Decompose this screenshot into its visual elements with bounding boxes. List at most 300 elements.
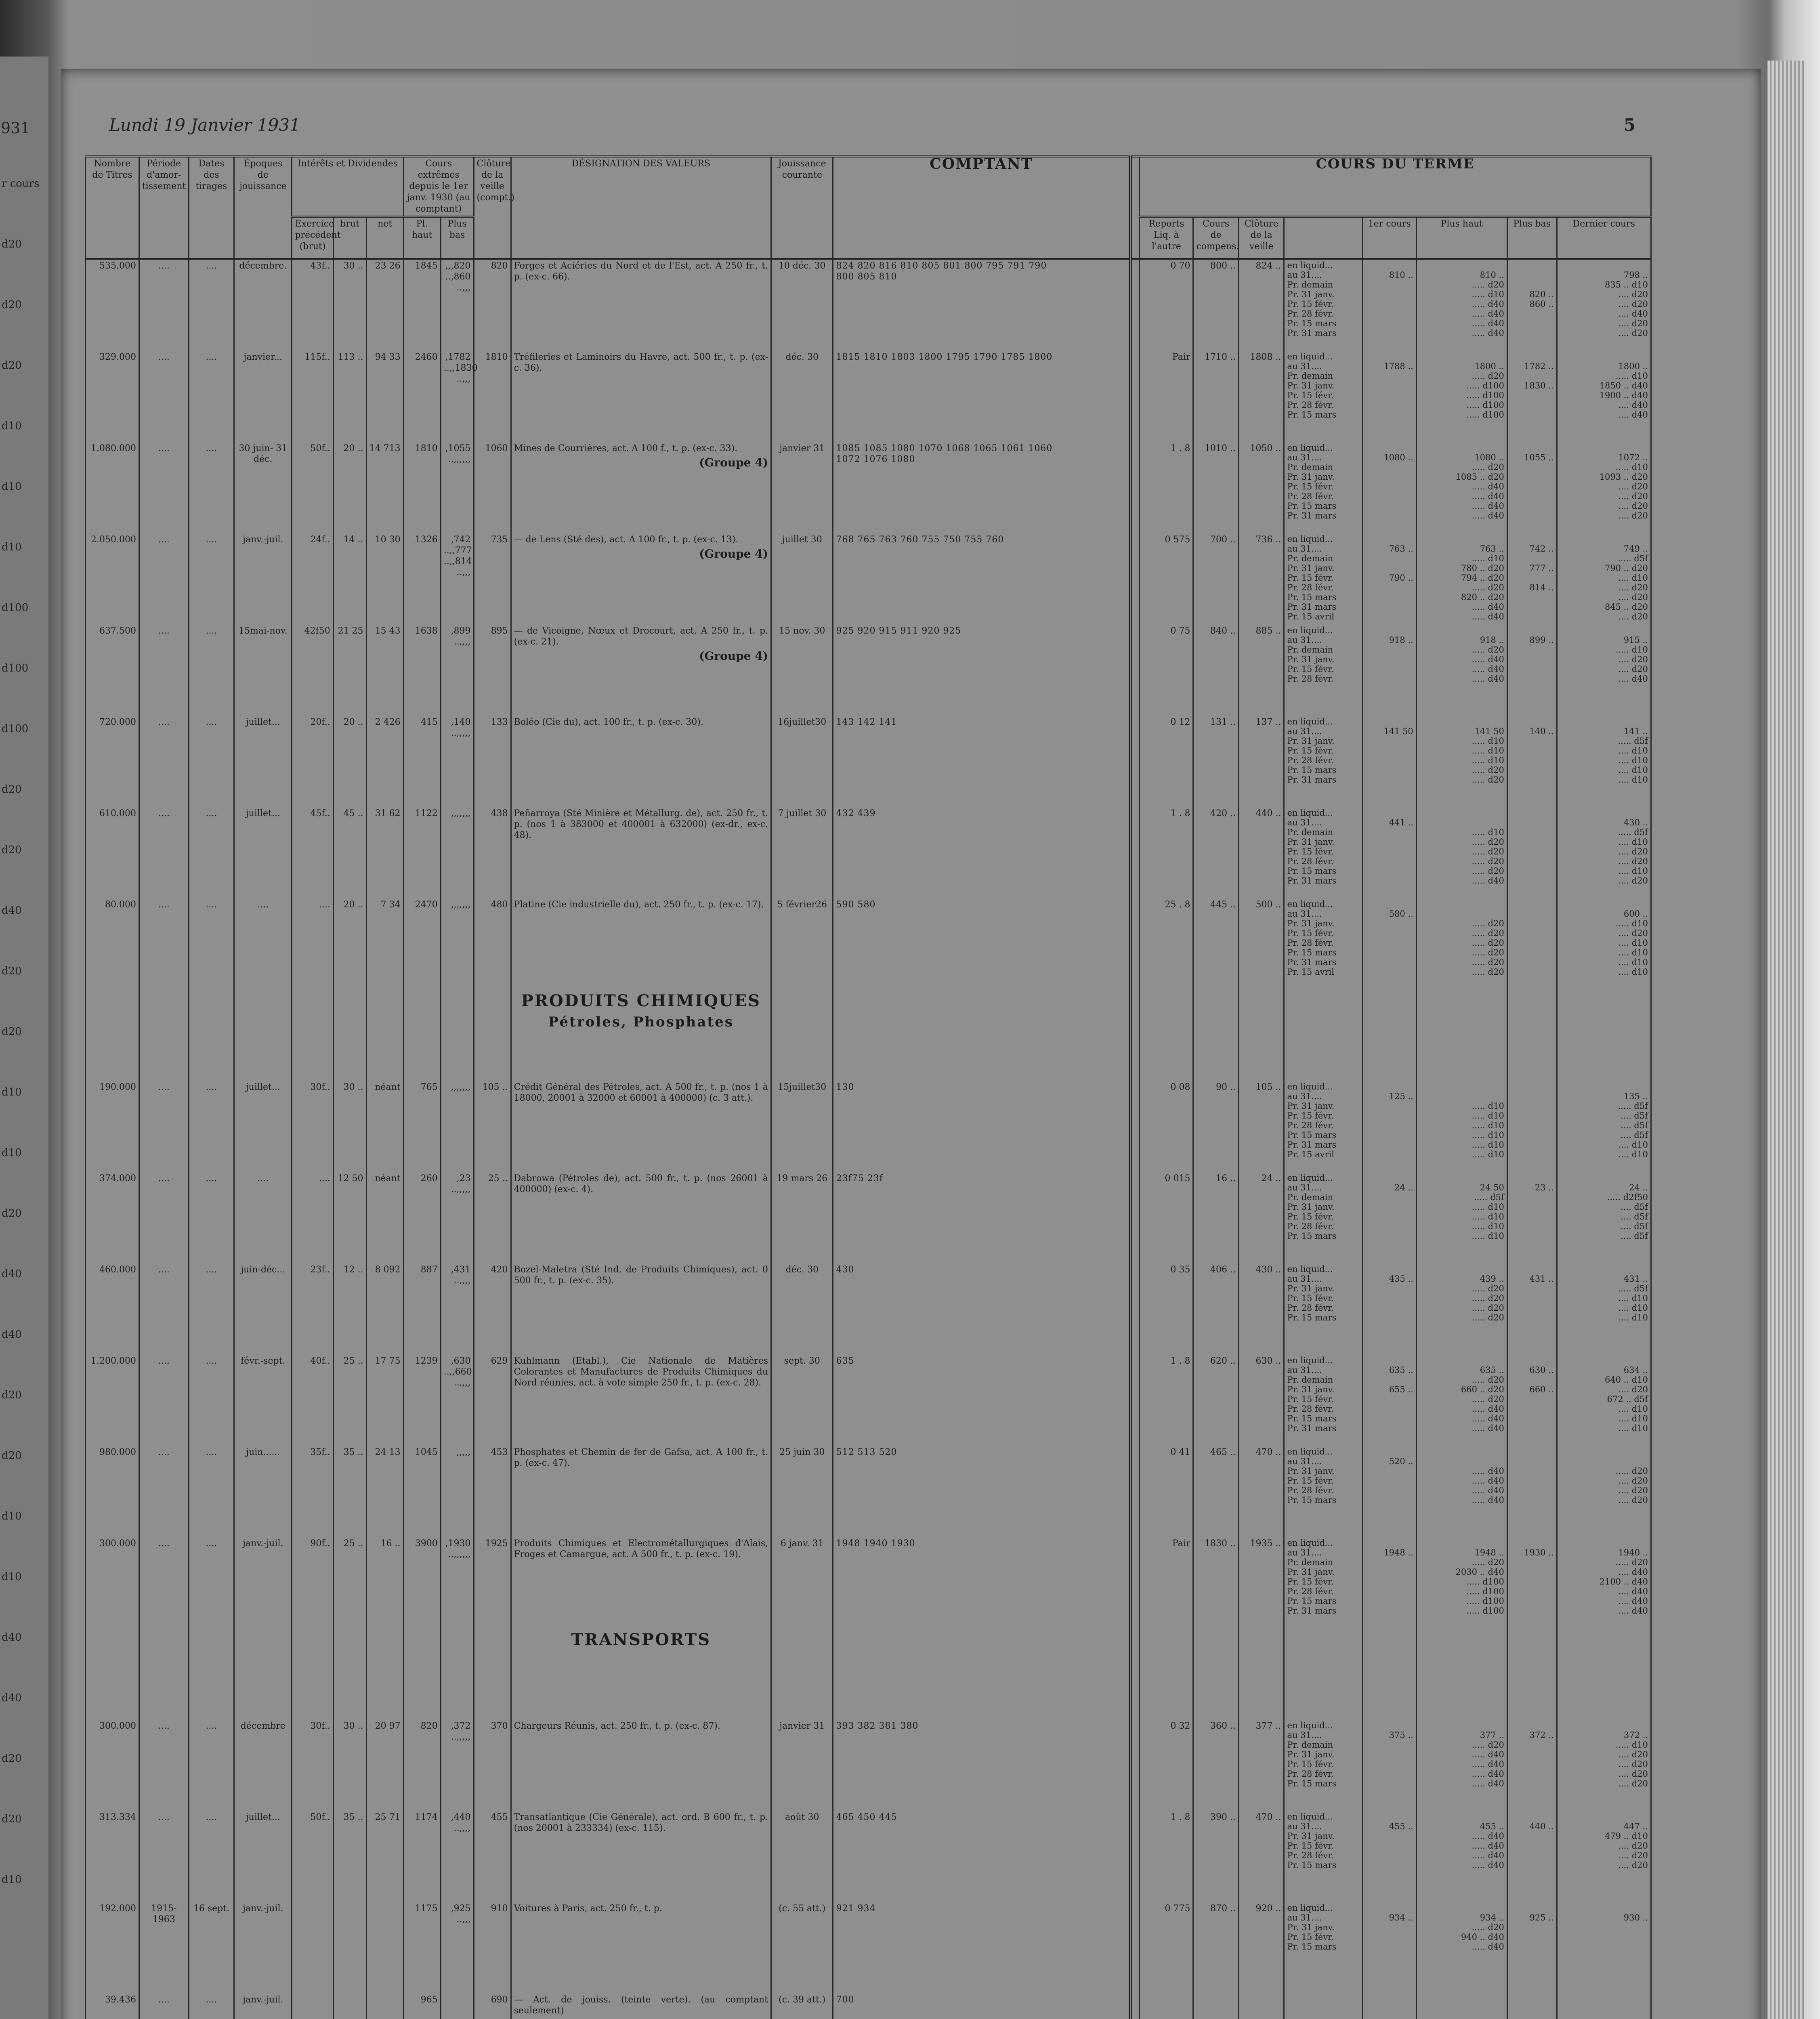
cell-comptant	[833, 442, 1131, 533]
cell-cloture-compt: 1060	[474, 442, 511, 533]
cell-echeances-value: Pr. 15 févr.	[1287, 664, 1334, 674]
cell-echeances-value: Pr. 15 mars	[1287, 592, 1337, 602]
cell-dernier-cours-value: 135 ..	[1623, 1091, 1648, 1101]
cell-premier-cours-value: 790 ..	[1389, 573, 1413, 583]
cell-plus-bas-value: 1830 ..	[1524, 381, 1554, 390]
cell-echeances-value: Pr. 15 févr.	[1287, 390, 1334, 400]
cell-reports: 0 75	[1140, 625, 1193, 716]
cell-cours-compens: 445 ..	[1193, 898, 1239, 990]
cell-plus-haut-value	[1419, 899, 1504, 909]
designation-text: Crédit Général des Pétroles, act. A 500 fr., t. p. (nos 1 à 18000, 20001 à 32000 et 60001 à 400000) (c. 3 att.).	[514, 1082, 768, 1103]
cell-exercice: 45f..	[292, 807, 333, 898]
cell-plus-haut	[1416, 1172, 1507, 1263]
col-interets: Intérêts et Dividendes	[292, 157, 403, 217]
cell-cloture-veille: 137 ..	[1239, 716, 1284, 807]
cell-plus-haut-value: ..... d40	[1472, 1423, 1504, 1433]
cell-nombre: 1.080.000	[86, 442, 139, 533]
cell-plus-haut-value: 763 ..	[1480, 544, 1504, 554]
cell-empty	[189, 1629, 234, 1720]
cell-plus-haut-value: ..... d40	[1472, 602, 1504, 612]
cell-plus-bas-value	[1510, 856, 1554, 866]
cell-comptant-value: 1085 1085 1080 1070 1068 1065 1061 1060	[836, 443, 1053, 453]
cell-echeances-value: Pr. 28 févr.	[1287, 1221, 1334, 1231]
cell-dernier-cours	[1557, 1081, 1651, 1172]
cell-periode: ....	[139, 807, 189, 898]
cell-plus-haut-value: ..... d40	[1472, 1750, 1504, 1759]
cell-echeances-value: Pr. 15 févr.	[1287, 482, 1334, 491]
cell-echeances	[1284, 1355, 1362, 1446]
cell-plus-bas-ext: ,440 ..,,,,	[441, 1811, 474, 1902]
designation-text: — de Vicoigne, Nœux et Drocourt, act. A 250 fr., t. p. (ex-c. 21).	[514, 626, 768, 647]
cell-echeances-value: Pr. 15 févr.	[1287, 299, 1334, 309]
cell-dernier-cours-value: ..... d10	[1615, 919, 1648, 928]
cell-plus-haut-value: ..... d40	[1472, 655, 1504, 664]
cell-jouissance: 6 janv. 31	[771, 1537, 833, 1629]
cell-plus-bas	[1507, 807, 1557, 898]
cell-jouissance: 15juillet30	[771, 1081, 833, 1172]
cell-dernier-cours	[1557, 625, 1651, 716]
cell-comptant-value: 925 920 915 911 920 925	[836, 626, 961, 636]
cell-separator	[1130, 1081, 1140, 1172]
cell-premier-cours-value: 1080 ..	[1383, 453, 1413, 462]
cell-plus-bas-value	[1510, 1903, 1554, 1913]
cell-brut: 20 ..	[333, 716, 366, 807]
cell-dates: ....	[189, 898, 234, 990]
cell-dernier-cours-value: .... d40	[1618, 1567, 1648, 1577]
cell-epoque: décembre	[234, 1720, 292, 1811]
cell-echeances-value: Pr. 31 janv.	[1287, 1922, 1335, 1932]
cell-plus-haut-value	[1419, 1447, 1504, 1457]
cell-plus-haut-value	[1419, 260, 1504, 270]
cell-dernier-cours-value	[1560, 717, 1648, 726]
cell-plus-bas	[1507, 716, 1557, 807]
cell-brut	[333, 1902, 366, 1994]
cell-dernier-cours-value: .... d10	[1618, 1150, 1648, 1159]
cell-premier-cours-value	[1366, 1466, 1413, 1476]
cell-echeances-value: Pr. 15 févr.	[1287, 847, 1334, 856]
cell-premier-cours	[1362, 1355, 1416, 1446]
cell-epoque: juin......	[234, 1446, 292, 1537]
cell-premier-cours-value	[1366, 655, 1413, 664]
cell-dernier-cours-value: 672 .. d5f	[1607, 1394, 1648, 1404]
cell-dernier-cours-value: 1900 .. d40	[1599, 390, 1648, 400]
cell-plus-bas-value	[1510, 899, 1554, 909]
cell-plus-bas-value	[1510, 847, 1554, 856]
cell-nombre: 1.200.000	[86, 1355, 139, 1446]
cell-plus-haut-value: ..... d20	[1472, 1922, 1504, 1932]
cell-plus-haut-value: ..... d10	[1472, 1221, 1504, 1231]
cell-echeances-value: Pr. 31 mars	[1287, 1606, 1337, 1616]
cell-plus-bas-ext: ,1930 ..,,,,,,	[441, 1537, 474, 1629]
cell-premier-cours-value	[1366, 1394, 1413, 1404]
cell-premier-cours-value	[1366, 583, 1413, 592]
cell-plus-haut-value: ..... d40	[1472, 1486, 1504, 1495]
cell-designation	[511, 533, 771, 625]
cell-echeances-value: Pr. 28 févr.	[1287, 1486, 1334, 1495]
cell-echeances-value: Pr. 15 févr.	[1287, 1212, 1334, 1221]
cell-dernier-cours-value: 749 ..	[1623, 544, 1648, 554]
cell-pl-haut: 1045	[403, 1446, 441, 1537]
cell-premier-cours	[1362, 1172, 1416, 1263]
cell-dernier-cours-value: .... d20	[1618, 491, 1648, 501]
cell-empty	[366, 1629, 403, 1720]
cell-echeances-value: Pr. 15 mars	[1287, 948, 1337, 957]
cell-periode: ....	[139, 442, 189, 533]
cell-echeances-value: Pr. demain	[1287, 371, 1333, 381]
cell-plus-haut-value: 24 50	[1480, 1183, 1504, 1192]
cell-exercice: 20f..	[292, 716, 333, 807]
cell-plus-bas-value	[1510, 1750, 1554, 1759]
cell-exercice: 40f..	[292, 1355, 333, 1446]
cell-comptant	[833, 533, 1131, 625]
cell-echeances-value: Pr. 15 févr.	[1287, 1111, 1334, 1121]
cell-empty	[1239, 1629, 1284, 1720]
cell-cloture-veille: 430 ..	[1239, 1263, 1284, 1355]
cell-designation	[511, 1811, 771, 1902]
cell-dernier-cours-value: .... d20	[1618, 856, 1648, 866]
cell-plus-bas-value	[1510, 756, 1554, 765]
cell-pl-haut: 1810	[403, 442, 441, 533]
cell-plus-bas-value	[1510, 1231, 1554, 1241]
cell-plus-haut-value: ..... d40	[1472, 309, 1504, 319]
cell-dernier-cours-value: ..... d20	[1615, 1466, 1648, 1476]
cell-net: 25 71	[366, 1811, 403, 1902]
cell-premier-cours	[1362, 1446, 1416, 1537]
cell-pl-haut: 1122	[403, 807, 441, 898]
cell-premier-cours-value: 375 ..	[1389, 1730, 1413, 1740]
table-row	[86, 898, 1651, 990]
cell-premier-cours-value	[1366, 534, 1413, 544]
cell-plus-haut-value: ..... d20	[1472, 928, 1504, 938]
cell-plus-bas-value: 899 ..	[1529, 635, 1554, 645]
cell-pl-haut: 260	[403, 1172, 441, 1263]
cell-plus-haut-value	[1419, 717, 1504, 726]
cell-plus-haut-value	[1419, 1457, 1504, 1466]
prev-strip-text: d10	[2, 1086, 22, 1098]
cell-premier-cours-value	[1366, 1577, 1413, 1587]
cell-plus-haut-value: ..... d40	[1472, 328, 1504, 338]
cell-premier-cours-value	[1366, 1192, 1413, 1202]
cell-plus-bas	[1507, 442, 1557, 533]
cell-plus-haut-value: ..... d10	[1472, 1150, 1504, 1159]
cell-plus-bas-value	[1510, 645, 1554, 655]
cell-echeances-value: Pr. 31 janv.	[1287, 1385, 1335, 1394]
page-number: 5	[1623, 115, 1635, 135]
cell-plus-bas-value	[1510, 352, 1554, 361]
cell-exercice: 30f..	[292, 1720, 333, 1811]
cell-premier-cours-value	[1366, 1812, 1413, 1822]
cell-premier-cours-value	[1366, 1557, 1413, 1567]
cell-premier-cours-value	[1366, 491, 1413, 501]
cell-dernier-cours-value: .... d20	[1618, 1750, 1648, 1759]
cell-echeances-value: Pr. 28 févr.	[1287, 400, 1334, 410]
cell-brut: 20 ..	[333, 898, 366, 990]
cell-premier-cours-value	[1366, 775, 1413, 785]
cell-plus-haut-value: ..... d20	[1472, 775, 1504, 785]
cell-epoque: janv.-juil.	[234, 533, 292, 625]
cell-plus-haut-value: ..... d20	[1472, 1740, 1504, 1750]
cell-comptant	[833, 1902, 1131, 1994]
cell-brut: 12 50	[333, 1172, 366, 1263]
cell-echeances-value: Pr. 28 févr.	[1287, 1587, 1334, 1596]
section-subtitle: Pétroles, Phosphates	[548, 1014, 734, 1030]
cell-reports: 1 . 8	[1140, 807, 1193, 898]
cell-pl-haut: 2470	[403, 898, 441, 990]
prev-strip-text: d10	[2, 481, 22, 493]
cell-plus-bas-value	[1510, 1111, 1554, 1121]
cell-plus-bas-ext: ,,,,,	[441, 1446, 474, 1537]
cell-premier-cours-value	[1366, 1202, 1413, 1212]
cell-plus-bas-value	[1510, 736, 1554, 746]
cell-empty	[1284, 990, 1362, 1081]
cell-comptant	[833, 1811, 1131, 1902]
cell-dernier-cours-value	[1560, 1903, 1648, 1913]
cell-premier-cours-value	[1366, 1212, 1413, 1221]
cell-plus-haut-value: ..... d40	[1472, 491, 1504, 501]
section-heading	[511, 1629, 771, 1720]
cell-plus-haut-value: ..... d100	[1466, 1596, 1504, 1606]
cell-periode: ....	[139, 1172, 189, 1263]
cell-plus-bas-value	[1510, 746, 1554, 756]
cell-echeances	[1284, 1720, 1362, 1811]
cell-comptant-value: 512 513 520	[836, 1447, 897, 1457]
cell-premier-cours-value	[1366, 1356, 1413, 1365]
cell-net: 94 33	[366, 351, 403, 442]
cell-pl-haut: 765	[403, 1081, 441, 1172]
cell-periode: ....	[139, 533, 189, 625]
prev-strip-text: d10	[2, 541, 22, 553]
cell-exercice: 24f..	[292, 533, 333, 625]
cell-comptant	[833, 1355, 1131, 1446]
cell-plus-bas-value	[1510, 674, 1554, 684]
cell-echeances	[1284, 351, 1362, 442]
cell-plus-bas-value: 925 ..	[1529, 1913, 1554, 1922]
cell-plus-haut-value: ..... d40	[1472, 1414, 1504, 1423]
cell-nombre: 460.000	[86, 1263, 139, 1355]
cell-nombre: 610.000	[86, 807, 139, 898]
cell-separator	[1130, 442, 1140, 533]
cell-comptant-value: 590 580	[836, 900, 876, 910]
prev-strip-text: d20	[2, 965, 22, 977]
cell-echeances-value: Pr. demain	[1287, 462, 1333, 472]
cell-reports: 1 . 8	[1140, 1355, 1193, 1446]
cell-jouissance: sept. 30	[771, 1355, 833, 1446]
table-row	[86, 1081, 1651, 1172]
cell-comptant-value: 1948 1940 1930	[836, 1538, 915, 1549]
cell-exercice: 50f..	[292, 442, 333, 533]
cell-dernier-cours	[1557, 1537, 1651, 1629]
table-row	[86, 716, 1651, 807]
cell-plus-haut-value: ..... d10	[1472, 1121, 1504, 1130]
cell-dernier-cours-value: 141 ..	[1623, 726, 1648, 736]
cell-dernier-cours-value: 600 ..	[1623, 909, 1648, 919]
cell-epoque: décembre.	[234, 259, 292, 351]
cell-plus-haut-value: ..... d40	[1472, 1841, 1504, 1851]
cell-plus-bas-ext: ,925 ..,,,	[441, 1902, 474, 1994]
cell-dates: ....	[189, 533, 234, 625]
cell-separator	[1130, 716, 1140, 807]
cell-premier-cours-value	[1366, 1423, 1413, 1433]
cell-empty	[1284, 1629, 1362, 1720]
cell-comptant	[833, 1172, 1131, 1263]
cell-epoque: juillet...	[234, 807, 292, 898]
cell-empty	[1140, 990, 1193, 1081]
cell-cloture-veille: 24 ..	[1239, 1172, 1284, 1263]
cell-premier-cours-value	[1366, 1082, 1413, 1091]
cell-premier-cours-value	[1366, 1860, 1413, 1870]
col-plus-bas-ext: Plus bas	[441, 217, 474, 259]
cell-premier-cours-value	[1366, 1414, 1413, 1423]
cell-pl-haut: 1175	[403, 1902, 441, 1994]
cell-cours-compens	[1193, 1994, 1239, 2019]
cell-dernier-cours-value: .... d5f	[1621, 1212, 1648, 1221]
cell-plus-bas-ext	[441, 1994, 474, 2019]
cell-echeances-value: Pr. 15 avril	[1287, 612, 1334, 621]
cell-designation	[511, 898, 771, 990]
cell-designation	[511, 716, 771, 807]
cell-echeances-value: au 31....	[1287, 1274, 1322, 1284]
cell-brut: 30 ..	[333, 259, 366, 351]
cell-plus-bas-value	[1510, 1091, 1554, 1101]
cell-reports: 1 . 8	[1140, 1811, 1193, 1902]
cell-dernier-cours	[1557, 442, 1651, 533]
cell-plus-bas-value	[1510, 1447, 1554, 1457]
cell-brut: 21 25	[333, 625, 366, 716]
cell-plus-haut	[1416, 807, 1507, 898]
cell-exercice: 50f..	[292, 1811, 333, 1902]
cell-periode: ....	[139, 1355, 189, 1446]
cell-premier-cours-value	[1366, 1150, 1413, 1159]
cell-plus-bas-value	[1510, 443, 1554, 453]
cell-cours-compens: 700 ..	[1193, 533, 1239, 625]
cell-dernier-cours-value: .... d20	[1618, 1476, 1648, 1486]
cell-premier-cours	[1362, 1720, 1416, 1811]
cell-jouissance: déc. 30	[771, 1263, 833, 1355]
cell-echeances-value: Pr. 28 févr.	[1287, 1303, 1334, 1313]
cell-echeances	[1284, 807, 1362, 898]
cell-plus-haut	[1416, 1720, 1507, 1811]
cell-echeances-value: au 31....	[1287, 1457, 1322, 1466]
cell-epoque: janvier...	[234, 351, 292, 442]
prev-strip-text: d20	[2, 1207, 22, 1219]
cell-empty	[139, 990, 189, 1081]
cell-dernier-cours-value: .... d10	[1618, 1293, 1648, 1303]
cell-echeances-value: au 31....	[1287, 1822, 1322, 1831]
cell-premier-cours-value	[1366, 290, 1413, 299]
prev-strip-text: d10	[2, 1571, 22, 1583]
cell-jouissance: 16juillet30	[771, 716, 833, 807]
cell-plus-haut-value	[1419, 625, 1504, 635]
cell-plus-bas	[1507, 1263, 1557, 1355]
cell-brut: 25 ..	[333, 1537, 366, 1629]
cell-echeances-value: Pr. 28 févr.	[1287, 491, 1334, 501]
cell-dernier-cours-value: .... d40	[1618, 1606, 1648, 1616]
cell-dernier-cours-value	[1560, 1942, 1648, 1952]
cell-echeances-value: Pr. 31 janv.	[1287, 1202, 1335, 1212]
cell-plus-haut-value: ..... d40	[1472, 1404, 1504, 1414]
cell-dernier-cours-value	[1560, 1082, 1648, 1091]
cell-premier-cours-value	[1366, 511, 1413, 520]
cell-plus-bas-value	[1510, 1173, 1554, 1183]
cell-plus-bas-value	[1510, 573, 1554, 583]
cell-echeances-value: Pr. 31 janv.	[1287, 919, 1335, 928]
cell-plus-haut-value: ..... d40	[1472, 511, 1504, 520]
cell-plus-bas-value	[1510, 827, 1554, 837]
cell-nombre: 637.500	[86, 625, 139, 716]
cell-plus-bas-value	[1510, 260, 1554, 270]
cell-plus-haut	[1416, 1355, 1507, 1446]
cell-dates: ....	[189, 1081, 234, 1172]
cell-plus-bas-value	[1510, 837, 1554, 847]
cell-premier-cours-value	[1366, 1313, 1413, 1322]
cell-designation	[511, 1263, 771, 1355]
cell-dernier-cours-value: .... d10	[1618, 1303, 1648, 1313]
cell-plus-bas-value	[1510, 928, 1554, 938]
cell-reports: 0 70	[1140, 259, 1193, 351]
table-row	[86, 1355, 1651, 1446]
cell-cloture-veille: 105 ..	[1239, 1081, 1284, 1172]
cell-net: 10 30	[366, 533, 403, 625]
cell-plus-haut-value	[1419, 909, 1504, 919]
cell-dates: ....	[189, 259, 234, 351]
cell-premier-cours-value	[1366, 717, 1413, 726]
cell-premier-cours-value	[1366, 948, 1413, 957]
cell-empty	[139, 1629, 189, 1720]
cell-plus-haut-value: ..... d40	[1472, 876, 1504, 886]
cell-premier-cours-value	[1366, 1303, 1413, 1313]
cell-dates: ....	[189, 442, 234, 533]
designation-text: Phosphates et Chemin de fer de Gafsa, act. A 100 fr., t. p. (ex-c. 47).	[514, 1447, 768, 1468]
cell-premier-cours-value	[1366, 1769, 1413, 1779]
cell-premier-cours-value: 934 ..	[1389, 1913, 1413, 1922]
cell-cours-compens: 90 ..	[1193, 1081, 1239, 1172]
prev-strip-text: d20	[2, 1450, 22, 1462]
cell-dernier-cours-value: .... d20	[1618, 511, 1648, 520]
cell-comptant-value: 800 805 810	[836, 272, 897, 282]
cell-premier-cours-value	[1366, 1922, 1413, 1932]
cell-empty	[1507, 990, 1557, 1081]
cell-empty	[333, 1629, 366, 1720]
cell-plus-bas-value	[1510, 1192, 1554, 1202]
cell-pl-haut: 2460	[403, 351, 441, 442]
cell-dernier-cours	[1557, 1811, 1651, 1902]
prev-strip-text: d10	[2, 1510, 22, 1522]
cell-epoque: juillet...	[234, 716, 292, 807]
cell-plus-bas-value	[1510, 866, 1554, 876]
cell-cloture-compt: 895	[474, 625, 511, 716]
cell-echeances-value: Pr. 28 févr.	[1287, 674, 1334, 684]
table-row	[86, 1720, 1651, 1811]
cell-comptant	[833, 351, 1131, 442]
cell-dates: ....	[189, 625, 234, 716]
cell-empty	[771, 990, 833, 1081]
cell-echeances	[1284, 1446, 1362, 1537]
cell-dernier-cours-value: ..... d5f	[1618, 1284, 1648, 1293]
cell-plus-haut-value: ..... d10	[1472, 827, 1504, 837]
cell-plus-bas-value	[1510, 1221, 1554, 1231]
cell-echeances-value: Pr. 31 janv.	[1287, 563, 1335, 573]
cell-plus-haut	[1416, 1081, 1507, 1172]
prev-strip-text: d40	[2, 1329, 22, 1341]
cell-dernier-cours-value: 1072 ..	[1618, 453, 1648, 462]
cell-plus-bas-value	[1510, 1404, 1554, 1414]
cell-plus-haut-value: ..... d40	[1472, 1942, 1504, 1952]
cell-cloture-compt: 438	[474, 807, 511, 898]
cell-dernier-cours-value: 1850 .. d40	[1599, 381, 1648, 390]
cell-premier-cours-value	[1366, 1486, 1413, 1495]
cell-echeances-value: Pr. 15 mars	[1287, 319, 1337, 328]
cell-empty	[1140, 1629, 1193, 1720]
